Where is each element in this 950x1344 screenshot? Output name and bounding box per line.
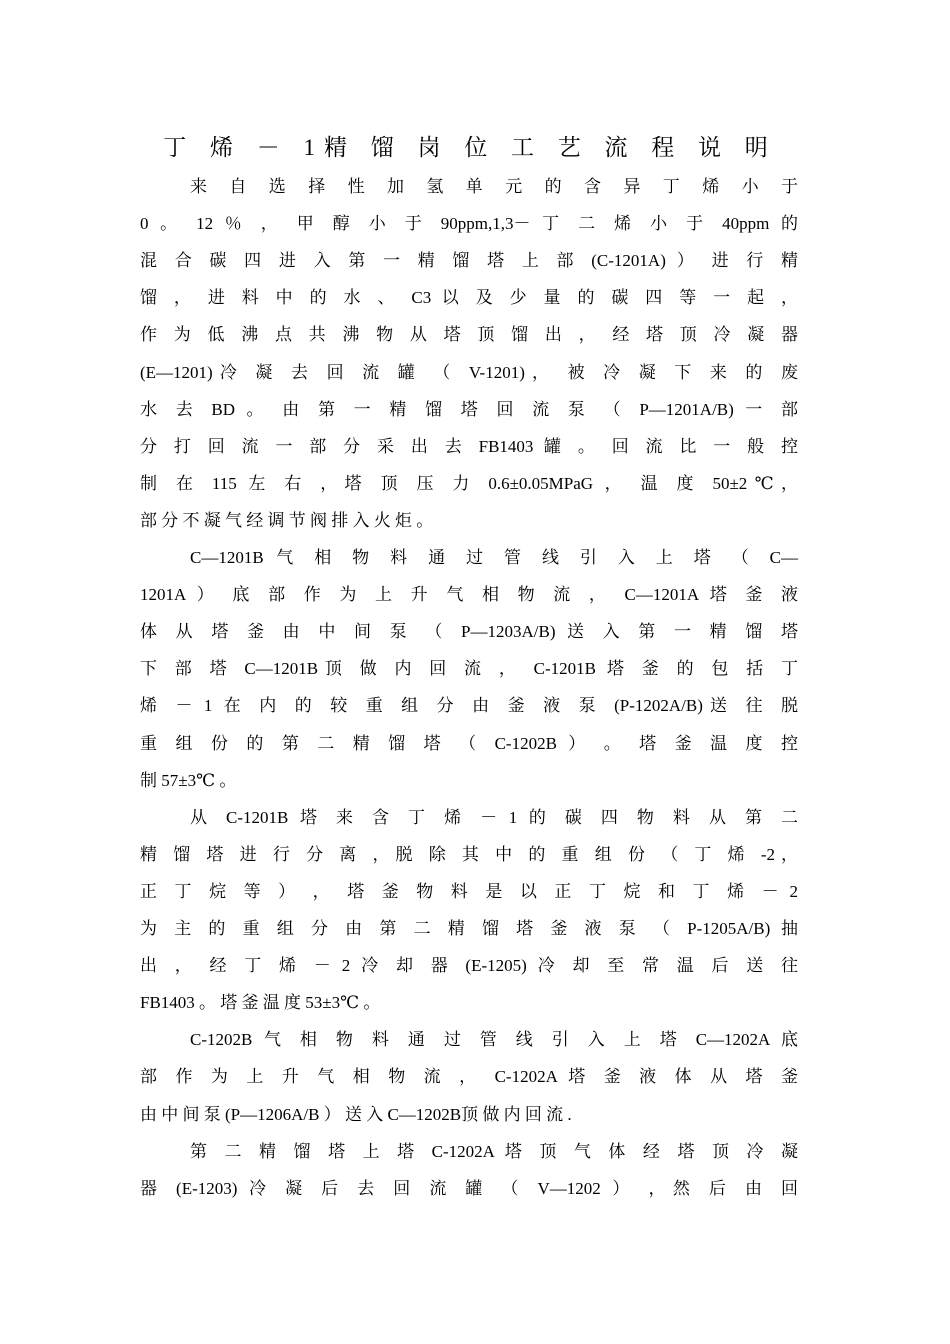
text-line: 作 为 低 沸 点 共 沸 物 从 塔 顶 馏 出 ， 经 塔 顶 冷 凝 器 — [140, 325, 798, 345]
text-line: 1201A ） 底 部 作 为 上 升 气 相 物 流 ， C—1201A 塔 釜 液 — [140, 585, 798, 605]
text-line: 由 中 间 泵 (P—1206A/B ） 送 入 C—1202B顶 做 内 回 流 . — [140, 1104, 572, 1124]
page-title: 丁 烯 － 1精 馏 岗 位 工 艺 流 程 说 明 — [163, 135, 777, 160]
text-line: C—1201B 气 相 物 料 通 过 管 线 引 入 上 塔 （ C— — [190, 548, 798, 567]
text-line: 体 从 塔 釜 由 中 间 泵 （ P—1203A/B) 送 入 第 一 精 馏 塔 — [140, 622, 798, 642]
text-line: 部 作 为 上 升 气 相 物 流 ， C-1202A 塔 釜 液 体 从 塔 釜 — [140, 1067, 798, 1087]
text-line: 精 馏 塔 进 行 分 离 ，脱 除 其 中 的 重 组 份 （ 丁 烯 -2， — [140, 844, 798, 864]
text-line: 馏 ， 进 料 中 的 水 、 C3 以 及 少 量 的 碳 四 等 一 起 ， — [140, 288, 798, 308]
text-line: 来 自 选 择 性 加 氢 单 元 的 含 异 丁 烯 小 于 — [190, 177, 798, 196]
text-line: 正 丁 烷 等 ） ， 塔 釜 物 料 是 以 正 丁 烷 和 丁 烯 － 2 — [140, 881, 798, 901]
text-line: 为 主 的 重 组 分 由 第 二 精 馏 塔 釜 液 泵 （ P-1205A/B) 抽 — [140, 919, 798, 938]
text-line: 制 57±3℃ 。 — [140, 770, 237, 790]
text-line: 器 (E-1203) 冷 凝 后 去 回 流 罐 （ V—1202 ） ，然 后 由 回 — [140, 1178, 798, 1198]
text-line: 从 C-1201B 塔 来 含 丁 烯 － 1 的 碳 四 物 料 从 第 二 — [190, 807, 798, 827]
text-line: 制 在 115 左 右 ，塔 顶 压 力 0.6±0.05MPaG ， 温 度 50±2℃， — [140, 473, 798, 493]
text-line: 第 二 精 馏 塔 上 塔 C-1202A 塔 顶 气 体 经 塔 顶 冷 凝 — [190, 1141, 798, 1161]
text-line: (E—1201)冷 凝 去 回 流 罐 （ V-1201)， 被 冷 凝 下 来 的 废 — [140, 362, 798, 382]
text-line: 0 。 12 ％ ， 甲 醇 小 于 90ppm,1,3－ 丁 二 烯 小 于 40ppm 的 — [140, 214, 798, 234]
text-line: 下 部 塔 C—1201B顶 做 内 回 流 ， C-1201B 塔 釜 的 包 括 丁 — [140, 659, 798, 679]
text-line: 部 分 不 凝 气 经 调 节 阀 排 入 火 炬 。 — [140, 510, 434, 530]
text-line: 重 组 份 的 第 二 精 馏 塔 （ C-1202B ） 。 塔 釜 温 度 控 — [140, 733, 798, 753]
text-line: 烯 － 1 在 内 的 较 重 组 分 由 釜 液 泵 (P-1202A/B)送 往 脱 — [140, 696, 798, 716]
text-line: 分 打 回 流 一 部 分 采 出 去 FB1403 罐 。 回 流 比 一 般 控 — [140, 436, 798, 456]
text-line: C-1202B 气 相 物 料 通 过 管 线 引 入 上 塔 C—1202A 底 — [190, 1030, 798, 1050]
text-line: 混 合 碳 四 进 入 第 一 精 馏 塔 上 部 (C-1201A) ） 进 行 精 — [140, 251, 798, 271]
text-line: 出 ， 经 丁 烯 － 2 冷 却 器 (E-1205) 冷 却 至 常 温 后 送 往 — [140, 956, 798, 976]
text-line: FB1403 。 塔 釜 温 度 53±3℃ 。 — [140, 993, 381, 1013]
text-line: 水 去 BD 。 由 第 一 精 馏 塔 回 流 泵 （ P—1201A/B) 一 部 — [140, 399, 798, 419]
